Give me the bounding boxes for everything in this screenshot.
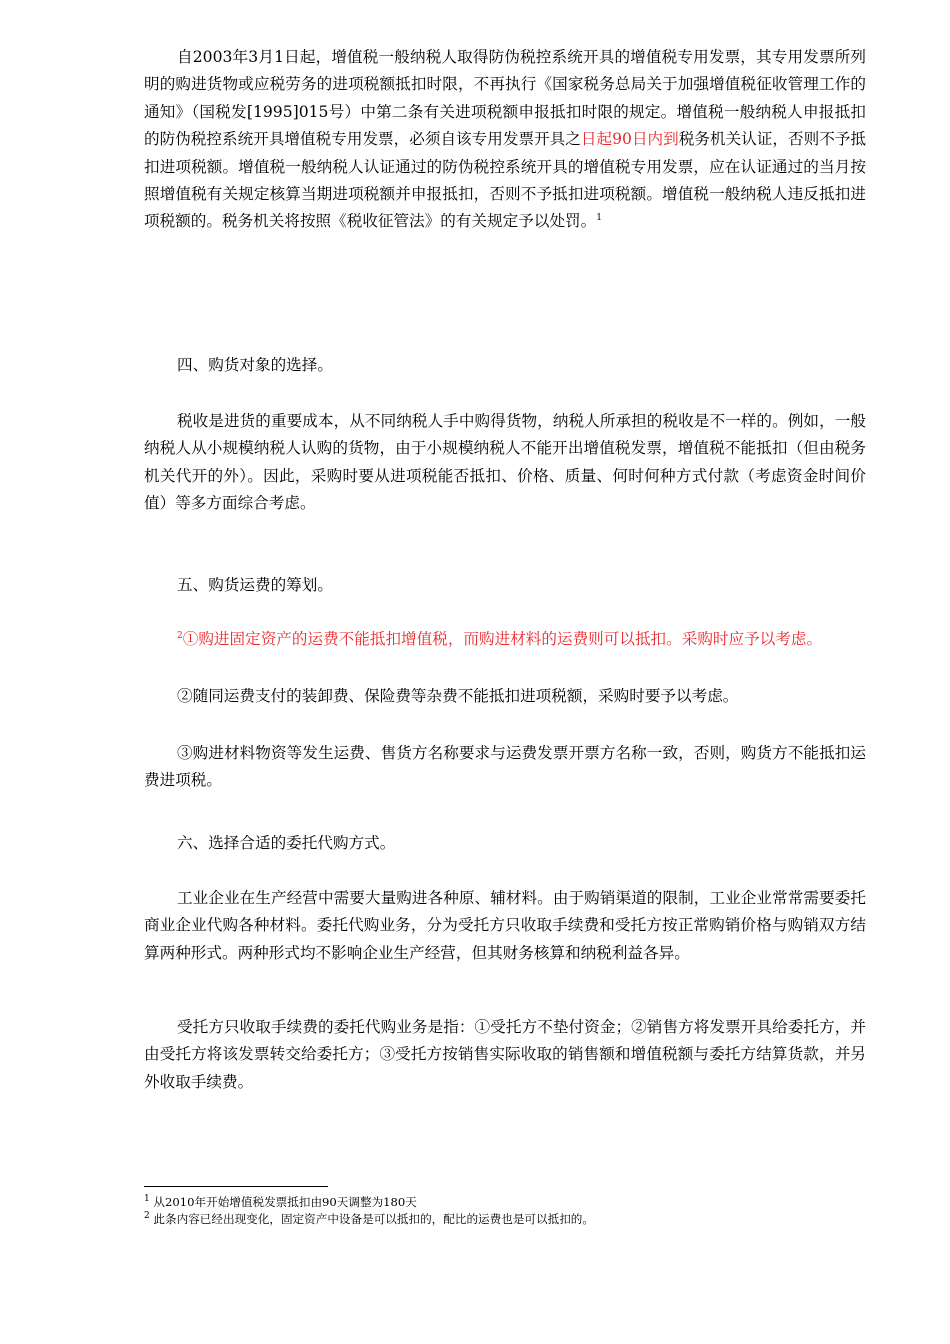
- footnote-mark: 2: [144, 1211, 150, 1222]
- footnote-ref-1[interactable]: 1: [596, 213, 602, 224]
- list-item-freight-3: ③购进材料物资等发生运费、售货方名称要求与运费发票开票方名称一致，否则，购货方不能抵扣运费进项税。: [144, 744, 866, 790]
- paragraph-deduction-time-limit: [144, 44, 866, 236]
- section-heading-5: 五、购货运费的筹划。: [177, 576, 333, 594]
- section-heading-6: 六、选择合适的委托代购方式。: [177, 834, 396, 852]
- footnote-mark: 1: [144, 1194, 150, 1205]
- footnote-ref-2[interactable]: 2: [177, 630, 183, 641]
- paragraph-text: 自2003年3月1日起，增值税一般纳税人取得防伪税控系统开具的增值税专用发票，其专用发票所列明的购进货物或应税劳务的进项税额抵扣时限，不再执行《国家税务总局关于加强增值税征收管理工作的通知》（国税发[1995]015号）中第二条有关进项税额申报抵扣时限的规定。增值税一般纳税人申报抵扣的防伪税控系统开具增值税专用发票，必须自该专用发票开具之: [144, 48, 866, 149]
- list-item-freight-1: [144, 626, 866, 653]
- footnote-divider: [144, 1186, 328, 1187]
- list-item-freight-2: ②随同运费支付的装卸费、保险费等杂费不能抵扣进项税额，采购时要予以考虑。: [177, 687, 739, 705]
- section-heading-4: 四、购货对象的选择。: [177, 356, 333, 374]
- highlighted-text: 日起90日内到: [580, 130, 679, 149]
- paragraph-entrusted-purchase: 工业企业在生产经营中需要大量购进各种原、辅材料。由于购销渠道的限制，工业企业常常需要委托商业企业代购各种材料。委托代购业务，分为受托方只收取手续费和受托方按正常购销价格与购销双方结算两种形式。两种形式均不影响企业生产经营，但其财务核算和纳税利益各异。: [144, 889, 866, 962]
- paragraph-purchase-target: 税收是进货的重要成本，从不同纳税人手中购得货物，纳税人所承担的税收是不一样的。例如，一般纳税人从小规模纳税人认购的货物，由于小规模纳税人不能开出增值税发票，增值税不能抵扣（但由税务机关代开的外）。因此，采购时要从进项税能否抵扣、价格、质量、何时何种方式付款（考虑资金时间价值）等多方面综合考虑。: [144, 412, 866, 513]
- list-item-text: ①购进固定资产的运费不能抵扣增值税，而购进材料的运费则可以抵扣。采购时应予以考虑。: [182, 630, 823, 648]
- footnote-1: [144, 1194, 866, 1210]
- footnote-2: [144, 1211, 866, 1227]
- footnote-text: 此条内容已经出现变化，固定资产中设备是可以抵扣的，配比的运费也是可以抵扣的。: [153, 1212, 594, 1226]
- footnote-text: 从2010年开始增值税发票抵扣由90天调整为180天: [153, 1195, 417, 1209]
- paragraph-text: 税务机关认证，否则不予抵扣进项税额。增值税一般纳税人认证通过的防伪税控系统开具的增值税专用发票，应在认证通过的当月按照增值税有关规定核算当期进项税额并申报抵扣，否则不予抵扣进项税额。增值税一般纳税人违反抵扣进项税额的。税务机关将按照《税收征管法》的有关规定予以处罚。: [144, 130, 866, 231]
- paragraph-commission-only: 受托方只收取手续费的委托代购业务是指：①受托方不垫付资金；②销售方将发票开具给委托方，并由受托方将该发票转交给委托方；③受托方按销售实际收取的销售额和增值税额与委托方结算货款，并另外收取手续费。: [144, 1018, 866, 1091]
